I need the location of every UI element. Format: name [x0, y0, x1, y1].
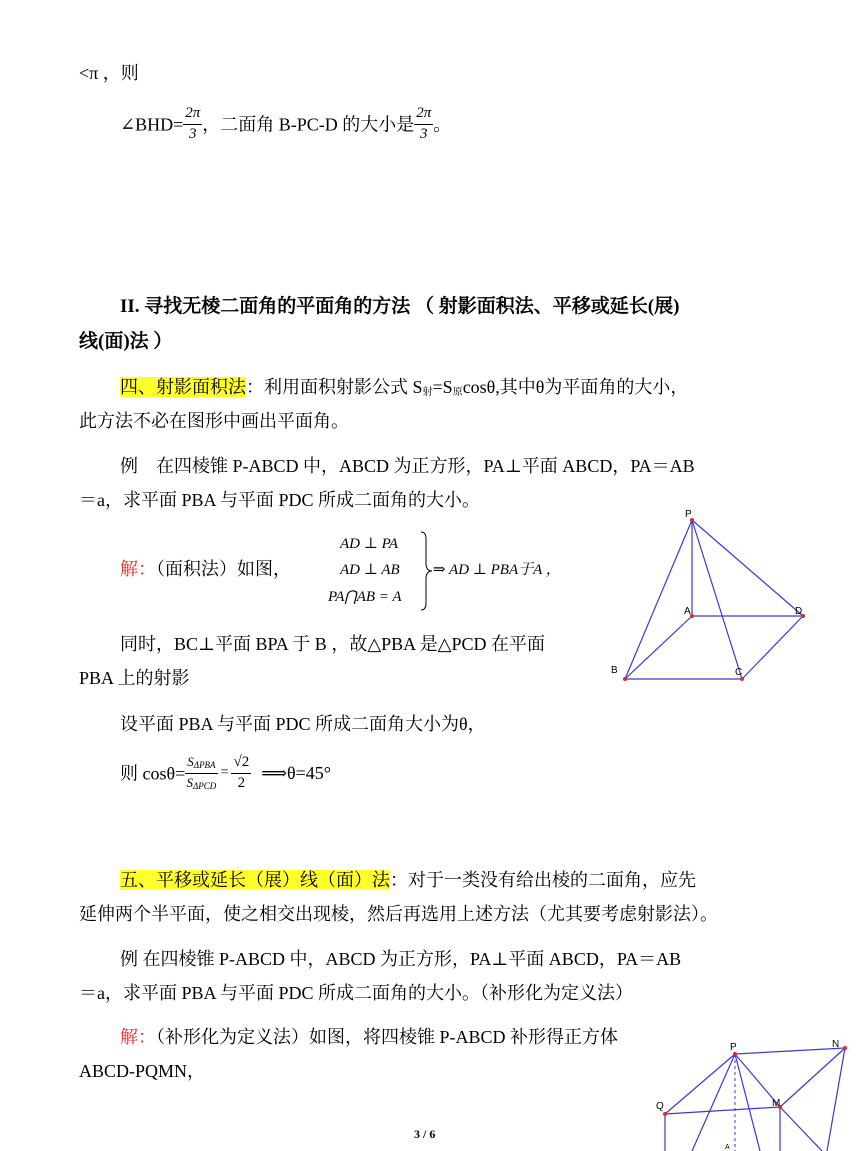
frac-num: 2π — [183, 106, 202, 125]
fig2-label-a: A — [725, 1144, 730, 1151]
fraction-2pi-over-3 — [183, 106, 202, 143]
fig2-label-p: P — [730, 1042, 737, 1053]
system-brace — [420, 531, 434, 611]
fig1-label-p: P — [685, 509, 692, 520]
sqrt2-fraction: $\frac{√2}{2}$ — [233, 754, 250, 791]
system-line-3: PA⋂AB = A — [328, 589, 402, 605]
bhd-prefix: ∠BHD= — [120, 114, 184, 135]
solution2-line1: 解：（补形化为定义法）如图，将四棱锥 P-ABCD 补形得正方体 — [120, 1027, 619, 1047]
bhd-end: 。 — [433, 114, 452, 135]
frac-den: 3 — [189, 125, 197, 142]
same-line2: PBA 上的射影 — [79, 668, 190, 688]
set-line: 设平面 PBA 与平面 PDC 所成二面角大小为θ， — [120, 714, 486, 734]
fig2-label-m: M — [772, 1098, 781, 1109]
top-line-pi: <π ，则 — [79, 63, 139, 83]
section4-title: 四、射影面积法 — [120, 377, 246, 397]
section-heading-line2: 线(面)法 ） — [79, 331, 173, 352]
same-line1: 同时，BC⊥平面 BPA 于 B ，故△PBA 是△PCD 在平面 — [120, 634, 546, 654]
pyramid-figure-1 — [605, 508, 815, 688]
cos-fraction: $\frac{S_{\Delta PBA}}{S_{\Delta PCD}}$ — [186, 754, 217, 791]
section5-title: 五、平移或延长（展）线（面）法 — [120, 870, 390, 890]
section4-line1: 四、射影面积法：利用面积射影公式 $S_射=S_原\cos\theta$,其中θ为平面角的大小， — [120, 377, 689, 398]
system-result: ⇒ AD ⊥ PBA于A ， — [433, 562, 561, 578]
solution2-line2: ABCD-PQMN， — [79, 1061, 206, 1081]
solution2-label: 解： — [120, 1027, 156, 1047]
cos-line: 则 cosθ= $\frac{S_{\Delta PBA}}{S_{\Delta PCD}}$ = $\frac{√2}{2}$ ⟹θ=45° — [120, 754, 331, 791]
section5-line1: 五、平移或延长（展）线（面）法：对于一类没有给出棱的二面角，应先 — [120, 870, 696, 890]
system-line-2: AD ⊥ AB — [340, 562, 400, 578]
fig1-label-a: A — [684, 606, 691, 617]
solution1-label: 解： — [120, 559, 156, 579]
section5-line2: 延伸两个半平面，使之相交出现棱，然后再选用上述方法（尤其要考虑射影法）。 — [79, 904, 718, 924]
section4-line2: 此方法不必在图形中画出平面角。 — [79, 411, 349, 431]
fig1-label-d: D — [795, 606, 803, 617]
fraction-2pi-over-3-b: $\frac{2\pi}{3}$ — [416, 105, 432, 142]
bhd-mid: ，二面角 B-PC-D 的大小是 — [202, 114, 415, 135]
example1-line2: ＝a，求平面 PBA 与平面 PDC 所成二面角的大小。 — [79, 490, 481, 510]
page-number: 3 / 6 — [414, 1127, 436, 1141]
fig1-label-b: B — [611, 665, 618, 676]
fig1-label-c: C — [735, 667, 743, 678]
bhd-line — [120, 106, 451, 143]
cube-figure-2 — [652, 1036, 852, 1151]
example2-line1: 例 在四棱锥 P-ABCD 中，ABCD 为正方形，PA⊥平面 ABCD，PA＝AB — [120, 949, 682, 969]
example1-line1: 例 在四棱锥 P-ABCD 中，ABCD 为正方形，PA⊥平面 ABCD，PA＝AB — [120, 456, 695, 476]
solution1-label-line: 解：（面积法）如图， — [120, 559, 291, 579]
fig2-label-q: Q — [656, 1101, 664, 1112]
system-line-1: AD ⊥ PA — [340, 536, 398, 552]
section-heading-line1: II. 寻找无棱二面角的平面角的方法 （ 射影面积法、平移或延长(展) — [120, 296, 680, 317]
example2-line2: ＝a，求平面 PBA 与平面 PDC 所成二面角的大小。（补形化为定义法） — [79, 983, 634, 1003]
fig2-label-n: N — [832, 1039, 840, 1050]
